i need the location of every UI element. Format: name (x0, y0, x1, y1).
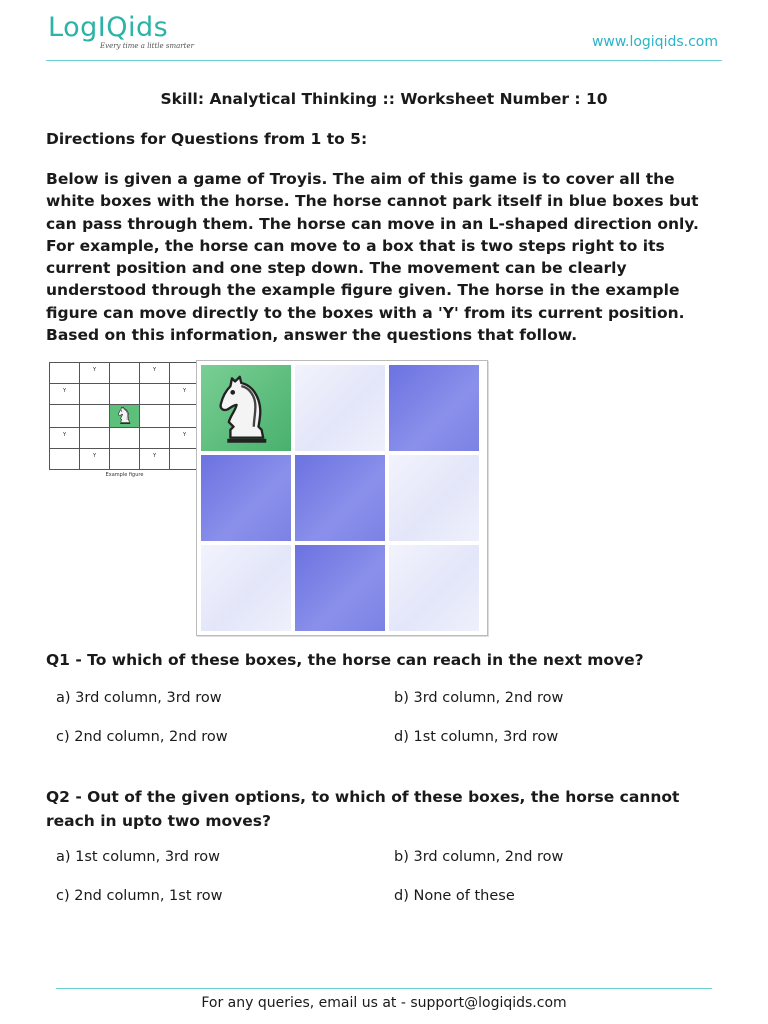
example-cell (50, 384, 80, 405)
question-1: Q1 - To which of these boxes, the horse can reach in the next move? (46, 651, 644, 669)
q2-option-d[interactable]: d) None of these (394, 888, 515, 904)
example-cell (110, 363, 140, 384)
example-cell (140, 363, 170, 384)
board-cell-blue (389, 365, 479, 451)
example-cell (110, 449, 140, 470)
example-grid (49, 362, 200, 470)
example-cell (110, 405, 140, 428)
example-cell (170, 428, 200, 449)
q1-option-c[interactable]: c) 2nd column, 2nd row (56, 729, 228, 745)
example-cell (80, 428, 110, 449)
example-figure (49, 362, 200, 478)
q1-option-b[interactable]: b) 3rd column, 2nd row (394, 690, 564, 706)
board-cell-blue (295, 455, 385, 541)
q1-option-d[interactable]: d) 1st column, 3rd row (394, 729, 559, 745)
q2-option-c[interactable]: c) 2nd column, 1st row (56, 888, 223, 904)
example-cell (110, 428, 140, 449)
chess-knight-icon (207, 369, 285, 447)
q1-option-a[interactable]: a) 3rd column, 3rd row (56, 690, 222, 706)
footer-contact: For any queries, email us at - support@logiqids.com (201, 995, 567, 1011)
question-2: Q2 - Out of the given options, to which of these boxes, the horse cannot reach in upto two moves? (46, 788, 680, 830)
example-cell (50, 449, 80, 470)
board-cell-white (201, 545, 291, 631)
example-cell (80, 405, 110, 428)
example-cell (140, 384, 170, 405)
example-cell (50, 428, 80, 449)
example-y-marker: Y (182, 388, 187, 394)
header-divider (46, 60, 722, 61)
site-url-link[interactable]: www.logiqids.com (591, 34, 718, 50)
example-cell (80, 449, 110, 470)
example-y-marker: Y (152, 367, 157, 373)
board-cell-blue (295, 545, 385, 631)
example-y-marker: Y (92, 453, 97, 459)
directions-heading: Directions for Questions from 1 to 5: (46, 130, 368, 148)
example-row (50, 363, 200, 384)
example-cell (170, 363, 200, 384)
example-cell (140, 405, 170, 428)
example-cell (80, 363, 110, 384)
directions-paragraph: Below is given a game of Troyis. The aim of this game is to cover all the white boxes with the horse. The horse cannot park itself in blue boxes but can pass through them. The horse can move in an L-shaped direction only. For example, the horse can move to a box that is two steps right to its current position and one step down. The movement can be clearly understood through the example figure given. The horse in the example figure can move directly to the boxes with a 'Y' from its current position. Based on this information, answer the questions that follow. (46, 170, 699, 345)
footer-divider (56, 988, 712, 989)
example-y-marker: Y (62, 432, 67, 438)
example-cell (140, 449, 170, 470)
board-cell-blue (201, 455, 291, 541)
board-cell-white (389, 545, 479, 631)
troyis-board (196, 360, 488, 636)
logo (48, 12, 194, 50)
q2-option-a[interactable]: a) 1st column, 3rd row (56, 849, 220, 865)
logo-text: LogIQids (48, 12, 169, 43)
example-cell (50, 363, 80, 384)
example-y-marker: Y (152, 453, 157, 459)
board-cell-white (389, 455, 479, 541)
logo-tagline: Every time a little smarter (100, 42, 194, 50)
example-row (50, 384, 200, 405)
example-cell (170, 405, 200, 428)
example-cell (170, 449, 200, 470)
example-cell (110, 384, 140, 405)
example-row (50, 428, 200, 449)
example-cell (140, 428, 170, 449)
worksheet-title: Skill: Analytical Thinking :: Worksheet Number : 10 (160, 90, 608, 108)
example-row (50, 405, 200, 428)
example-y-marker: Y (182, 432, 187, 438)
board-cell-white (295, 365, 385, 451)
example-cell (50, 405, 80, 428)
example-y-marker: Y (62, 388, 67, 394)
example-caption: Example figure (105, 472, 144, 478)
example-cell (170, 384, 200, 405)
board-cell-horse (201, 365, 291, 451)
chess-knight-icon (115, 405, 135, 425)
q2-option-b[interactable]: b) 3rd column, 2nd row (394, 849, 564, 865)
example-y-marker: Y (92, 367, 97, 373)
example-row (50, 449, 200, 470)
example-cell (80, 384, 110, 405)
